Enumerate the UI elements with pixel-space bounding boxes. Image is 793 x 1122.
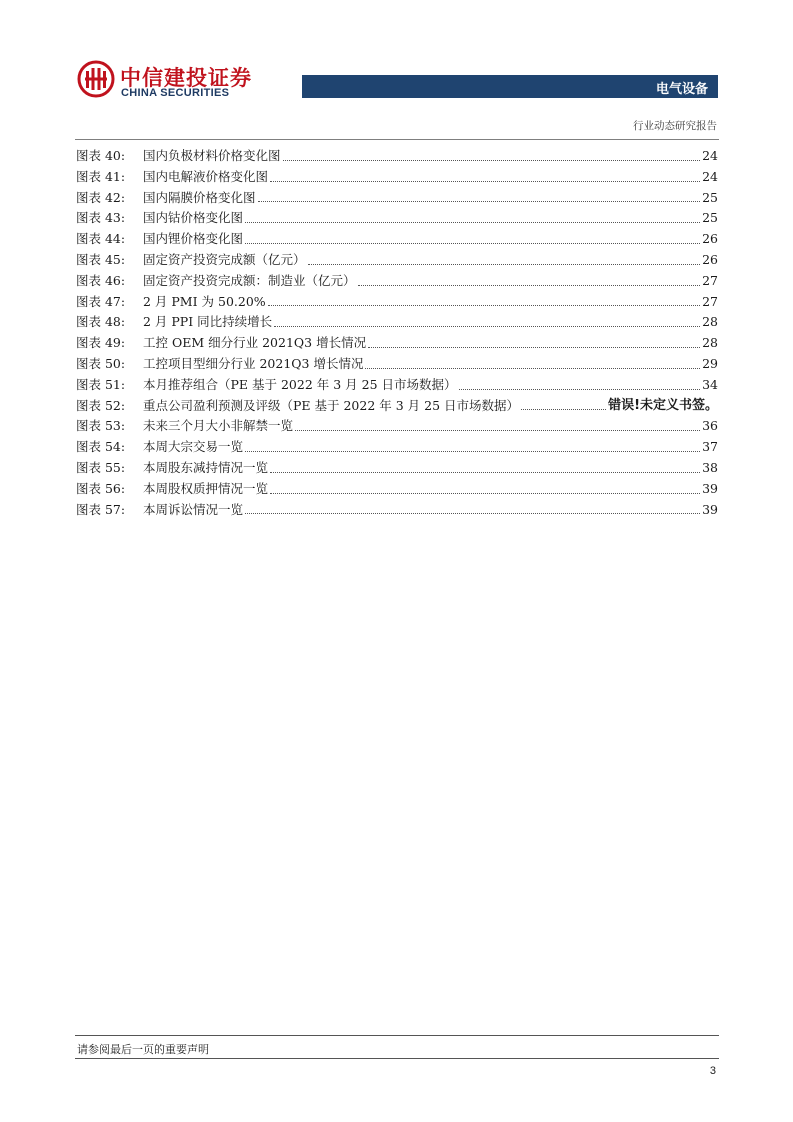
toc-entry[interactable]	[76, 146, 718, 167]
toc-entry-page: 39	[702, 501, 718, 517]
page-number: 3	[709, 1065, 716, 1077]
footer-divider-bottom	[75, 1058, 719, 1059]
toc-dot-leader	[295, 429, 700, 431]
toc-dot-leader	[245, 450, 700, 452]
toc-entry-page: 24	[702, 148, 718, 163]
toc-entry-title[interactable]: 本周诉讼情况一览	[143, 501, 244, 517]
toc-entry-title[interactable]: 工控项目型细分行业 2021Q3 增长情况	[143, 355, 364, 371]
table-of-figures	[76, 146, 718, 520]
logo-chinese-name: 中信建投证券	[120, 66, 252, 90]
toc-entry[interactable]	[76, 229, 718, 250]
toc-entry-page: 27	[702, 293, 718, 309]
toc-entry-label: 图表 50:	[76, 355, 126, 371]
header-bar	[302, 75, 718, 98]
sector-title: 电气设备	[655, 82, 708, 97]
toc-entry[interactable]	[76, 250, 718, 271]
toc-entry-label: 图表 51:	[76, 376, 126, 392]
toc-entry-page: 27	[702, 272, 718, 288]
toc-entry[interactable]	[76, 416, 718, 437]
toc-dot-leader	[270, 180, 700, 182]
toc-dot-leader	[358, 284, 701, 286]
disclaimer-note: 请参阅最后一页的重要声明	[77, 1043, 209, 1056]
toc-entry-title[interactable]: 固定资产投资完成额：制造业（亿元）	[143, 272, 356, 288]
toc-dot-leader	[268, 304, 700, 306]
toc-entry-label: 图表 41:	[76, 168, 126, 184]
toc-entry-title[interactable]: 未来三个月大小非解禁一览	[143, 418, 294, 434]
toc-entry-label: 图表 45:	[76, 251, 126, 267]
report-type: 行业动态研究报告	[633, 120, 717, 132]
toc-entry-label: 图表 43:	[76, 210, 126, 226]
toc-entry[interactable]	[76, 458, 718, 479]
logo-english-name: CHINA SECURITIES	[121, 87, 230, 99]
toc-entry-page: 39	[702, 480, 718, 496]
toc-entry-title[interactable]: 国内锂价格变化图	[143, 231, 244, 247]
toc-entry[interactable]	[76, 333, 718, 354]
footer-divider	[75, 1035, 719, 1036]
toc-entry-title[interactable]: 工控 OEM 细分行业 2021Q3 增长情况	[143, 335, 367, 351]
toc-entry[interactable]	[76, 312, 718, 333]
toc-entry-label: 图表 57:	[76, 501, 126, 517]
toc-entry-page: 29	[702, 355, 718, 371]
header-divider	[75, 139, 719, 140]
toc-entry[interactable]	[76, 500, 718, 521]
toc-entry-page: 28	[702, 314, 718, 330]
toc-dot-leader	[270, 471, 700, 473]
toc-entry-page: 错误!未定义书签。	[608, 397, 718, 413]
toc-entry-page: 25	[702, 210, 718, 226]
toc-entry-label: 图表 49:	[76, 335, 126, 351]
toc-entry[interactable]	[76, 271, 718, 292]
toc-entry-title[interactable]: 本周大宗交易一览	[143, 439, 244, 455]
toc-entry-label: 图表 52:	[76, 397, 126, 413]
toc-entry-label: 图表 53:	[76, 418, 126, 434]
toc-entry-title[interactable]: 国内电解液价格变化图	[143, 168, 269, 184]
toc-entry-title[interactable]: 重点公司盈利预测及评级（PE 基于 2022 年 3 月 25 日市场数据）	[143, 397, 520, 413]
toc-dot-leader	[368, 346, 700, 348]
toc-entry-page: 26	[702, 231, 718, 247]
toc-entry-label: 图表 44:	[76, 231, 126, 247]
company-logo	[77, 60, 257, 100]
toc-entry-title[interactable]: 国内钴价格变化图	[143, 210, 244, 226]
toc-entry-page: 24	[702, 168, 718, 184]
toc-entry[interactable]	[76, 354, 718, 375]
toc-dot-leader	[365, 367, 700, 369]
toc-entry[interactable]	[76, 167, 718, 188]
toc-entry[interactable]	[76, 479, 718, 500]
toc-entry-page: 38	[702, 459, 718, 475]
toc-entry[interactable]	[76, 396, 718, 417]
toc-entry-title[interactable]: 固定资产投资完成额（亿元）	[143, 251, 306, 267]
toc-entry[interactable]	[76, 437, 718, 458]
toc-entry-title[interactable]: 本周股东减持情况一览	[143, 459, 269, 475]
toc-entry-label: 图表 40:	[76, 148, 126, 163]
toc-entry-label: 图表 54:	[76, 439, 126, 455]
toc-entry-title[interactable]: 国内负极材料价格变化图	[143, 148, 281, 163]
toc-dot-leader	[308, 263, 701, 265]
china-securities-logo-icon	[77, 60, 115, 98]
toc-entry[interactable]	[76, 292, 718, 313]
toc-dot-leader	[521, 408, 606, 410]
toc-entry[interactable]	[76, 375, 718, 396]
toc-dot-leader	[283, 159, 701, 161]
toc-entry-title[interactable]: 本周股权质押情况一览	[143, 480, 269, 496]
toc-entry-label: 图表 46:	[76, 272, 126, 288]
toc-entry-label: 图表 48:	[76, 314, 126, 330]
toc-entry-label: 图表 47:	[76, 293, 126, 309]
toc-entry-page: 28	[702, 335, 718, 351]
toc-entry-label: 图表 42:	[76, 189, 126, 205]
toc-entry-title[interactable]: 本月推荐组合（PE 基于 2022 年 3 月 25 日市场数据）	[143, 376, 457, 392]
toc-entry-title[interactable]: 2 月 PPI 同比持续增长	[143, 314, 273, 330]
toc-dot-leader	[258, 200, 701, 202]
toc-entry-page: 36	[702, 418, 718, 434]
toc-entry-page: 26	[702, 251, 718, 267]
toc-entry-label: 图表 56:	[76, 480, 126, 496]
toc-entry-label: 图表 55:	[76, 459, 126, 475]
toc-entry[interactable]	[76, 208, 718, 229]
toc-entry-page: 25	[702, 189, 718, 205]
toc-entry[interactable]	[76, 188, 718, 209]
toc-entry-title[interactable]: 国内隔膜价格变化图	[143, 189, 256, 205]
toc-dot-leader	[245, 221, 700, 223]
toc-dot-leader	[270, 492, 700, 494]
toc-entry-page: 37	[702, 439, 718, 455]
toc-entry-page: 34	[702, 376, 718, 392]
toc-dot-leader	[245, 242, 700, 244]
toc-dot-leader	[245, 512, 700, 514]
toc-dot-leader	[459, 388, 701, 390]
toc-dot-leader	[274, 325, 700, 327]
toc-entry-title[interactable]: 2 月 PMI 为 50.20%	[143, 293, 266, 309]
